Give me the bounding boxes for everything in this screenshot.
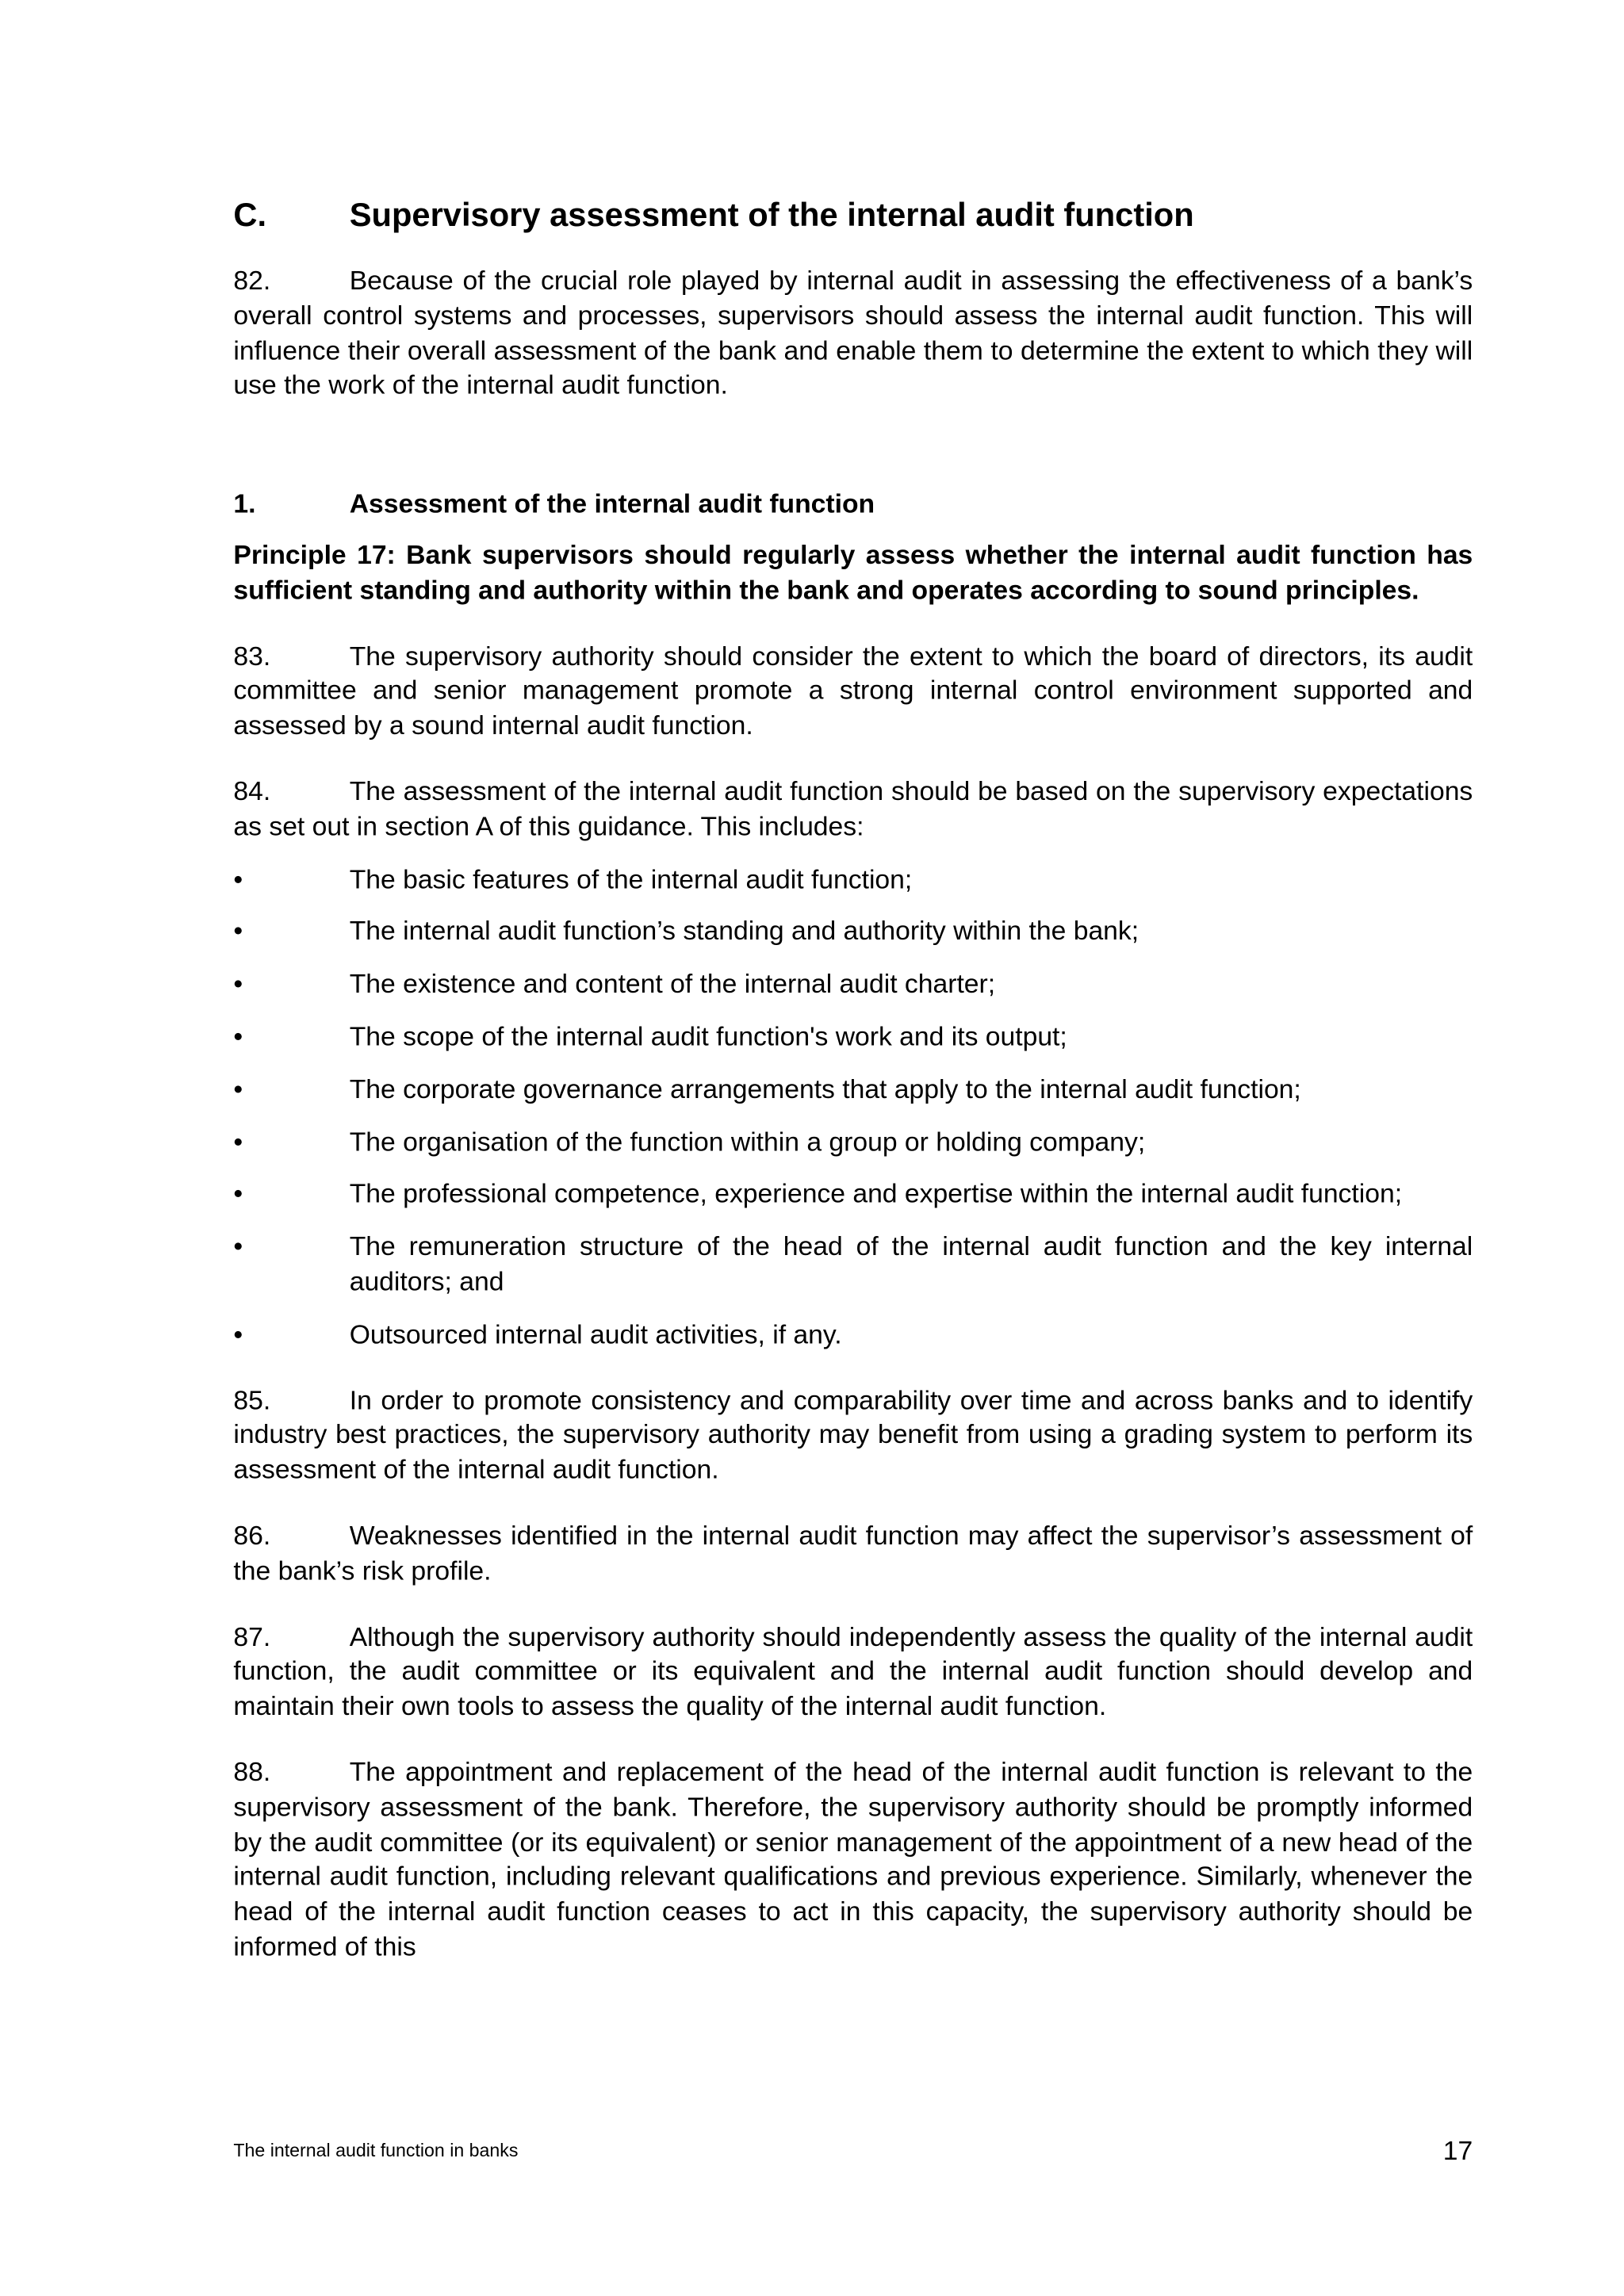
page-content — [233, 195, 1473, 1965]
paragraph-number: 82. — [233, 266, 271, 296]
bullet-icon: • — [233, 1021, 243, 1051]
paragraph-text: Weaknesses identified in the internal audit function may affect the supervisor’s assessment of the bank’s risk profile. — [233, 1521, 1473, 1586]
bullet-text: The existence and content of the internal audit charter; — [349, 969, 996, 999]
bullet-item — [233, 1318, 1473, 1353]
paragraph-number: 87. — [233, 1621, 271, 1651]
paragraph-text: Because of the crucial role played by internal audit in assessing the effectiveness of a bank’s overall control systems and processes, supervisors should assess the internal audit function. This will influence their overall assessment of the bank and enable them to determine the extent to which they will use the work of the internal audit function. — [233, 266, 1473, 400]
subsection-title: Assessment of the internal audit function — [349, 488, 875, 519]
bullet-item — [233, 968, 1473, 1003]
bullet-text: The scope of the internal audit function's work and its output; — [349, 1021, 1067, 1051]
bullet-text: The professional competence, experience and expertise within the internal audit function; — [349, 1179, 1403, 1209]
bullet-text: The remuneration structure of the head of the internal audit function and the key internal auditors; and — [349, 1231, 1473, 1296]
paragraph-number: 86. — [233, 1521, 271, 1551]
bullet-icon: • — [233, 969, 243, 999]
paragraph-text: The appointment and replacement of the head of the internal audit function is relevant to the supervisory assessment of the bank. Therefore, the supervisory authority should be promptly informed by the audit committee (or its equivalent) or senior management of the appointment of a new head of the internal audit function, including relevant qualifications and previous experience. Similarly, whenever the head of the internal audit function ceases to act in this capacity, the supervisory authority should be informed of this — [233, 1757, 1473, 1961]
paragraph-86 — [233, 1519, 1473, 1589]
section-number: C. — [233, 197, 267, 234]
bullet-icon: • — [233, 1231, 243, 1261]
bullet-text: The corporate governance arrangements that apply to the internal audit function; — [349, 1073, 1301, 1104]
bullet-item — [233, 1125, 1473, 1160]
bullet-item — [233, 1073, 1473, 1108]
bullet-icon: • — [233, 916, 243, 947]
paragraph-text: The assessment of the internal audit function should be based on the supervisory expectations as set out in section A of this guidance. This includes: — [233, 776, 1473, 841]
bullet-text: The internal audit function’s standing and authority within the bank; — [349, 916, 1139, 947]
paragraph-84 — [233, 775, 1473, 845]
paragraph-82 — [233, 264, 1473, 404]
bullet-item — [233, 1178, 1473, 1213]
principle-17: Principle 17: Bank supervisors should regularly assess whether the internal audit function has sufficient standing and authority within the bank and operates according to sound principles. — [233, 540, 1473, 605]
bullet-item — [233, 1020, 1473, 1055]
subsection-heading — [233, 488, 1473, 522]
paragraph-87 — [233, 1620, 1473, 1724]
bullet-text: Outsourced internal audit activities, if any. — [349, 1319, 842, 1349]
paragraph-88 — [233, 1755, 1473, 1965]
bullet-text: The organisation of the function within a group or holding company; — [349, 1127, 1146, 1157]
bullet-icon: • — [233, 1319, 243, 1349]
bullet-text: The basic features of the internal audit function; — [349, 863, 913, 894]
paragraph-text: In order to promote consistency and comparability over time and across banks and to identify industry best practices, the supervisory authority may benefit from using a grading system to perform its assessment of the internal audit function. — [233, 1385, 1473, 1485]
bullet-item — [233, 863, 1473, 897]
paragraph-83 — [233, 640, 1473, 744]
paragraph-text: The supervisory authority should consider the extent to which the board of directors, its audit committee and senior management promote a strong internal control environment supported and assessed by a sound internal audit function. — [233, 641, 1473, 740]
bullet-icon: • — [233, 1127, 243, 1157]
bullet-icon: • — [233, 1179, 243, 1209]
paragraph-text: Although the supervisory authority should independently assess the quality of the internal audit function, the audit committee or its equivalent and the internal audit function should develop and maintain their own tools to assess the quality of the internal audit function. — [233, 1621, 1473, 1721]
section-heading — [233, 195, 1473, 236]
paragraph-number: 85. — [233, 1385, 271, 1415]
footer-document-title: The internal audit function in banks — [233, 2140, 519, 2161]
bullet-icon: • — [233, 1073, 243, 1104]
paragraph-number: 84. — [233, 776, 271, 806]
bullet-icon: • — [233, 863, 243, 894]
footer-page-number: 17 — [1442, 2136, 1473, 2166]
bullet-item — [233, 1230, 1473, 1300]
bullet-item — [233, 915, 1473, 950]
paragraph-85 — [233, 1383, 1473, 1488]
paragraph-number: 88. — [233, 1757, 271, 1787]
bullet-list — [233, 863, 1473, 1353]
subsection-number: 1. — [233, 488, 256, 519]
section-title: Supervisory assessment of the internal audit function — [349, 197, 1194, 234]
paragraph-number: 83. — [233, 641, 271, 671]
